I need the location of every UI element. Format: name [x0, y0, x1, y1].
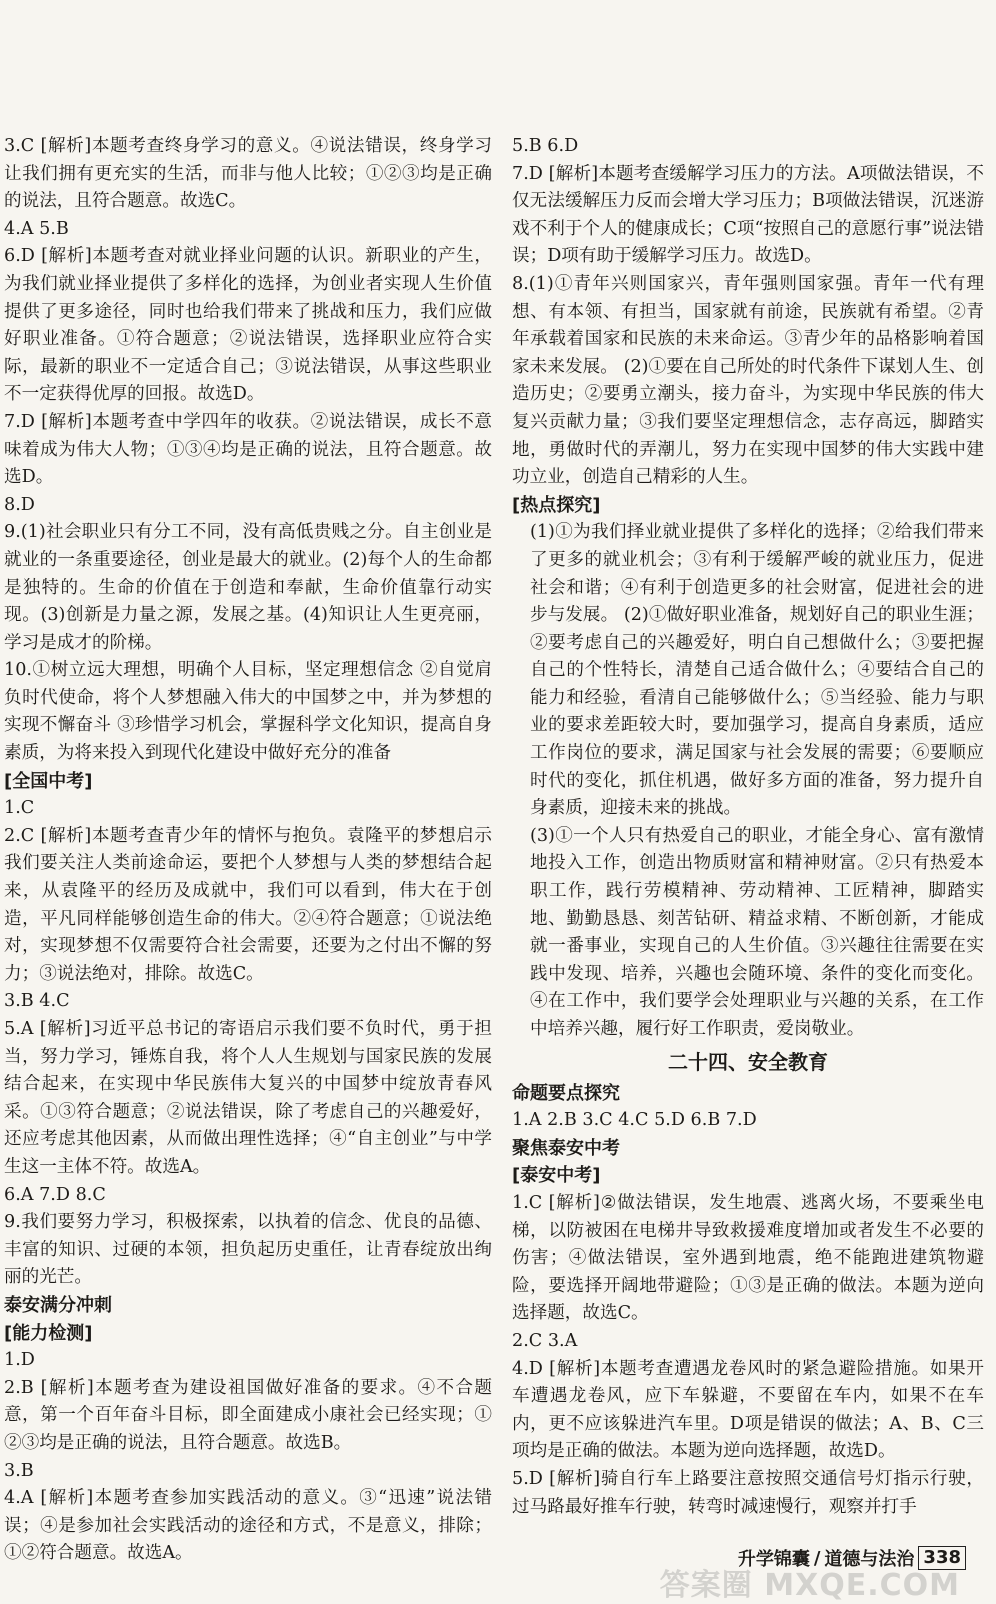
answer-item: 1.C [4, 798, 35, 819]
answer-item: 1.A 2.B 3.C 4.C 5.D 6.B 7.D [512, 1110, 757, 1131]
answer-item: 2.B [解析]本题考查为建设祖国做好准备的要求。④不合题意，第一个百年奋斗目标，即全面建成小康社会已经实现；①②③均是正确的说法，且符合题意。故选B。 [4, 1377, 492, 1453]
answer-item: 4.D [解析]本题考查遭遇龙卷风时的紧急避险措施。如果开车遭遇龙卷风，应下车躲避，不要留在车内，如果不在车内，更不应该躲进汽车里。D项是错误的做法；A、B、C三项均是正确的做法。本题为逆向选择题，故选D。 [512, 1358, 984, 1462]
answer-item: 10.①树立远大理想，明确个人目标，坚定理想信念 ②自觉肩负时代使命，将个人梦想融入伟大的中国梦之中，并为梦想的实现不懈奋斗 ③珍惜学习机会，掌握科学文化知识，提高自身素质，为将来投入到现代化建设中做好充分的准备 [4, 660, 492, 764]
subject-title: 道德与法治 [824, 1549, 915, 1570]
section-heading: 泰安满分冲刺 [4, 1294, 112, 1316]
answer-item: 7.D [解析]本题考查中学四年的收获。②说法错误，成长不意味着成为伟大人物；①③④均是正确的说法，且符合题意。故选D。 [4, 411, 492, 488]
watermark: 答案圈 MXQE.COM [659, 1568, 960, 1603]
left-column [4, 133, 492, 1568]
answer-item: 6.A 7.D 8.C [4, 1184, 106, 1205]
page-footer: 升学锦囊 / 道德与法治 338 [738, 1545, 966, 1571]
answer-item: 1.C [解析]②做法错误，发生地震、逃离火场，不要乘坐电梯，以防被困在电梯井导致救援难度增加或者发生不必要的伤害；④做法错误，室外遇到地震，绝不能跑进建筑物避险，要选择开阔地带避险；①③是正确的做法。本题为逆向选择题，故选C。 [512, 1192, 984, 1324]
answer-item: 7.D [解析]本题考查缓解学习压力的方法。A项做法错误，不仅无法缓解压力反而会增大学习压力；B项做法错误，沉迷游戏不利于个人的健康成长；C项“按照自己的意愿行事”说法错误；D项有助于缓解学习压力。故选D。 [512, 163, 984, 267]
answer-item: 3.C [解析]本题考查终身学习的意义。④说法错误，终身学习让我们拥有更充实的生活，而非与他人比较；①②③均是正确的说法，且符合题意。故选C。 [4, 136, 492, 212]
section-heading: 聚焦泰安中考 [512, 1137, 620, 1159]
answer-item: 4.A [解析]本题考查参加实践活动的意义。③“迅速”说法错误；④是参加社会实践活动的途径和方式，不是意义，排除；①②符合题意。故选A。 [4, 1488, 492, 1564]
section-heading: [全国中考] [4, 770, 93, 792]
answer-item: 2.C 3.A [512, 1330, 578, 1351]
answer-item: 4.A 5.B [4, 218, 69, 239]
answer-paragraph: (1)①为我们择业就业提供了多样化的选择；②给我们带来了更多的就业机会；③有利于缓解严峻的就业压力，促进社会和谐；④有利于创造更多的社会财富，促进社会的进步与发展。 (2)①做好职业准备，规划好自己的职业生涯；②要考虑自己的兴趣爱好，明白自己想做什么；③要把握自己的个性特长，清楚自己适合做什么；④要结合自己的能力和经验，看清自己能够做什么；⑤当经验、能力与职业的要求差距较大时，要加强学习，提高自身素质，适应工作岗位的要求，满足国家与社会发展的需要；⑥要顺应时代的变化，抓住机遇，做好多方面的准备，努力提升自身素质，迎接未来的挑战。 [530, 522, 984, 819]
answer-item: 1.D [4, 1350, 35, 1371]
answer-item: 3.B [4, 1460, 34, 1481]
chapter-title: 二十四、安全教育 [668, 1049, 828, 1074]
answer-item: 8.D [4, 494, 35, 515]
answer-item: 9.(1)社会职业只有分工不同，没有高低贵贱之分。自主创业是就业的一条重要途径，创业是最大的就业。(2)每个人的生命都是独特的。生命的价值在于创造和奉献，生命价值靠行动实现。(3)创新是力量之源，发展之基。(4)知识让人生更亮丽，学习是成才的阶梯。 [4, 522, 492, 653]
answer-paragraph: (3)①一个人只有热爱自己的职业，才能全身心、富有激情地投入工作，创造出物质财富和精神财富。②只有热爱本职工作，践行劳模精神、劳动精神、工匠精神，脚踏实地、勤勤恳恳、刻苦钻研、精益求精、不断创新，才能成就一番事业，实现自己的人生价值。③兴趣往往需要在实践中发现、培养，兴趣也会随环境、条件的变化而变化。④在工作中，我们要学会处理职业与兴趣的关系，在工作中培养兴趣，履行好工作职责，爱岗敬业。 [530, 825, 984, 1039]
section-heading: [热点探究] [512, 494, 601, 516]
right-column [512, 133, 984, 1521]
section-heading: [能力检测] [4, 1322, 93, 1344]
book-title: 升学锦囊 [737, 1549, 810, 1570]
section-heading: 命题要点探究 [512, 1082, 620, 1104]
answer-item: 5.A [解析]习近平总书记的寄语启示我们要不负时代，勇于担当，努力学习，锤炼自我，将个人人生规划与国家民族的发展结合起来，在实现中华民族伟大复兴的中国梦中绽放青春风采。①③符合题意；②说法错误，除了考虑自己的兴趣爱好，还应考虑其他因素，从而做出理性选择；④“自主创业”与中学生这一主体不符。故选A。 [4, 1019, 492, 1177]
answer-item: 3.B 4.C [4, 991, 70, 1012]
page-number: 338 [918, 1546, 966, 1570]
answer-item: 9.我们要努力学习，积极探索，以执着的信念、优良的品德、丰富的知识、过硬的本领，担负起历史重任，让青春绽放出绚丽的光芒。 [4, 1212, 492, 1288]
answer-item: 5.D [解析]骑自行车上路要注意按照交通信号灯指示行驶，过马路最好推车行驶，转弯时减速慢行，观察并打手 [512, 1468, 984, 1517]
answer-item: 5.B 6.D [512, 136, 579, 156]
section-heading: [泰安中考] [512, 1165, 601, 1187]
answer-item: 2.C [解析]本题考查青少年的情怀与抱负。袁隆平的梦想启示我们要关注人类前途命运，要把个人梦想与人类的梦想结合起来，从袁隆平的经历及成就中，我们可以看到，伟大在于创造，平凡同样能够创造生命的伟大。②④符合题意；①说法绝对，实现梦想不仅需要符合社会需要，还要为之付出不懈的努力；③说法绝对，排除。故选C。 [4, 825, 492, 984]
answer-item: 8.(1)①青年兴则国家兴，青年强则国家强。青年一代有理想、有本领、有担当，国家就有前途，民族就有希望。②青年承载着国家和民族的未来命运。③青少年的品格影响着国家未来发展。 (2)①要在自己所处的时代条件下谋划人生、创造历史；②要勇立潮头，接力奋斗，为实现中华民族的伟大复兴贡献力量；③我们要坚定理想信念，志存高远，脚踏实地，勇做时代的弄潮儿，努力在实现中国梦的伟大实践中建功立业，创造自己精彩的人生。 [512, 273, 984, 488]
answer-item: 6.D [解析]本题考查对就业择业问题的认识。新职业的产生，为我们就业择业提供了多样化的选择，为创业者实现人生价值提供了更多途径，同时也给我们带来了挑战和压力，我们应做好职业准备。①符合题意；②说法错误，选择职业应符合实际，最新的职业不一定适合自己；③说法错误，从事这些职业不一定获得优厚的回报。故选D。 [4, 246, 492, 405]
